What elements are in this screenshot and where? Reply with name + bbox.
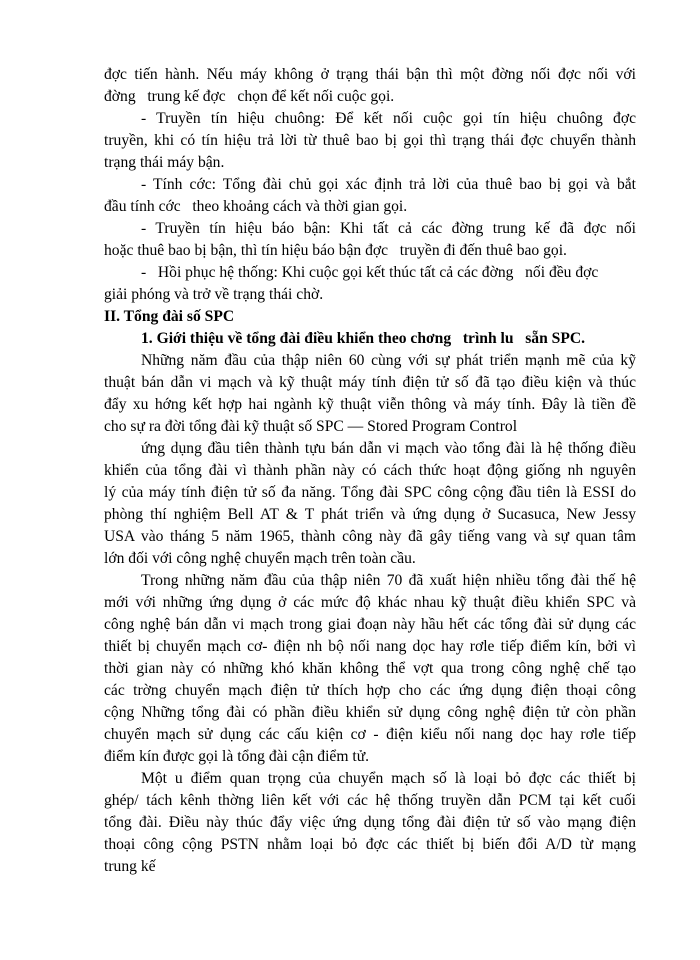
list-item: - Hồi phục hệ thống: Khi cuộc gọi kết thúc tất cả các đờng nối đều đợc (141, 264, 599, 281)
list-item: - Truyền tín hiệu báo bận: Khi tất cả các đờng trung kế đã đợc nối (141, 220, 636, 237)
paragraph-line: ghép/ tách kênh thờng liên kết với các hệ thống truyền dẫn PCM tại kết cuối (104, 792, 636, 809)
list-item: - Tính cớc: Tổng đài chủ gọi xác định trả lời của thuê bao bị gọi và bắt (141, 176, 636, 193)
paragraph-line: trung kế (104, 858, 156, 875)
list-item: - Truyền tín hiệu chuông: Để kết nối cuộc gọi tín hiệu chuông đợc (141, 110, 636, 127)
paragraph-line: cộng Những tổng đài có phần điều khiển sử dụng công nghệ điện tử còn phần (104, 704, 636, 721)
paragraph-line: chuyển mạch sử dụng các cấu kiện cơ - điện kiểu nối nang dọc hay rơle tiếp (104, 726, 636, 743)
paragraph-line: ứng dụng đầu tiên thành tựu bán dẫn vi mạch vào tổng đài là hệ thống điều (141, 440, 636, 457)
subsection-heading: 1. Giới thiệu về tổng đài điều khiển theo chơng trình lu sẵn SPC. (141, 330, 586, 347)
text-line: truyền, khi có tín hiệu trả lời từ thuê bao bị gọi thì trạng thái đợc chuyển thành (104, 132, 636, 149)
paragraph-line: USA vào tháng 5 năm 1965, thành công này đã gây tiếng vang và sự quan tâm (104, 528, 636, 545)
paragraph-line: Những năm đầu của thập niên 60 cùng với sự phát triển mạnh mẽ của kỹ (141, 352, 636, 369)
paragraph-line: thoại công cộng PSTN nhằm loại bỏ đợc các thiết bị biến đổi A/D từ mạng (104, 836, 636, 853)
paragraph-line: Trong những năm đầu của thập niên 70 đã xuất hiện nhiều tổng đài thế hệ (141, 572, 636, 589)
paragraph-line: phòng thí nghiệm Bell AT & T phát triển và ứng dụng ở Sucasuca, New Jessy (104, 506, 636, 523)
text-line: đợc tiến hành. Nếu máy không ở trạng thái bận thì một đờng nối đợc nối với (104, 66, 636, 83)
section-heading: II. Tổng đài số SPC (104, 308, 235, 325)
paragraph-line: lớn đối với công nghệ chuyển mạch trên toàn cầu. (104, 550, 416, 567)
paragraph-line: các trờng chuyển mạch điện tử thích hợp cho các ứng dụng điện thoại công (104, 682, 636, 699)
paragraph-line: khiển của tổng đài vì thành phần này có cách thức hoạt động giống nh nguyên (104, 462, 636, 479)
paragraph-line: thuật bán dẫn vi mạch và kỹ thuật máy tính điện tử số đã tạo điều kiện và thúc (104, 374, 636, 391)
paragraph-line: thiết bị chuyển mạch cơ- điện nh bộ nối nang dọc hay rơle tiếp điểm kín, bởi vì (104, 638, 636, 655)
text-line: hoặc thuê bao bị bận, thì tín hiệu báo bận đợc truyền đi đến thuê bao gọi. (104, 242, 567, 259)
paragraph-line: đẩy xu hớng kết hợp hai ngành kỹ thuật viễn thông và máy tính. Đây là tiền đề (104, 396, 636, 413)
paragraph-line: lý của máy tính điện tử số đa năng. Tổng đài SPC công cộng đầu tiên là ESSI do (104, 484, 636, 501)
paragraph-line: tổng đài. Điều này thúc đẩy việc ứng dụng tổng đài điện tử số vào mạng điện (104, 814, 636, 831)
paragraph-line: công nghệ bán dẫn vi mạch trong giai đoạn này hầu hết các tổng đài sử dụng các (104, 616, 636, 633)
text-line: đầu tính cớc theo khoảng cách và thời gian gọi. (104, 198, 408, 215)
text-line: giải phóng và trở về trạng thái chờ. (104, 286, 324, 303)
paragraph-line: mới với những ứng dụng ở các mức độ khác nhau kỹ thuật điều khiển SPC và (104, 594, 636, 611)
text-line: trạng thái máy bận. (104, 154, 225, 171)
paragraph-line: cho sự ra đời tổng đài kỹ thuật số SPC — Stored Program Control (104, 418, 518, 435)
paragraph-line: điểm kín được gọi là tổng đài cận điểm tử. (104, 748, 370, 765)
text-line: đờng trung kế đợc chọn để kết nối cuộc gọi. (104, 88, 395, 105)
paragraph-line: Một u điểm quan trọng của chuyển mạch số là loại bỏ đợc các thiết bị (141, 770, 636, 787)
paragraph-line: thời gian này có những khó khăn không thể vợt qua trong công nghệ chế tạo (104, 660, 636, 677)
